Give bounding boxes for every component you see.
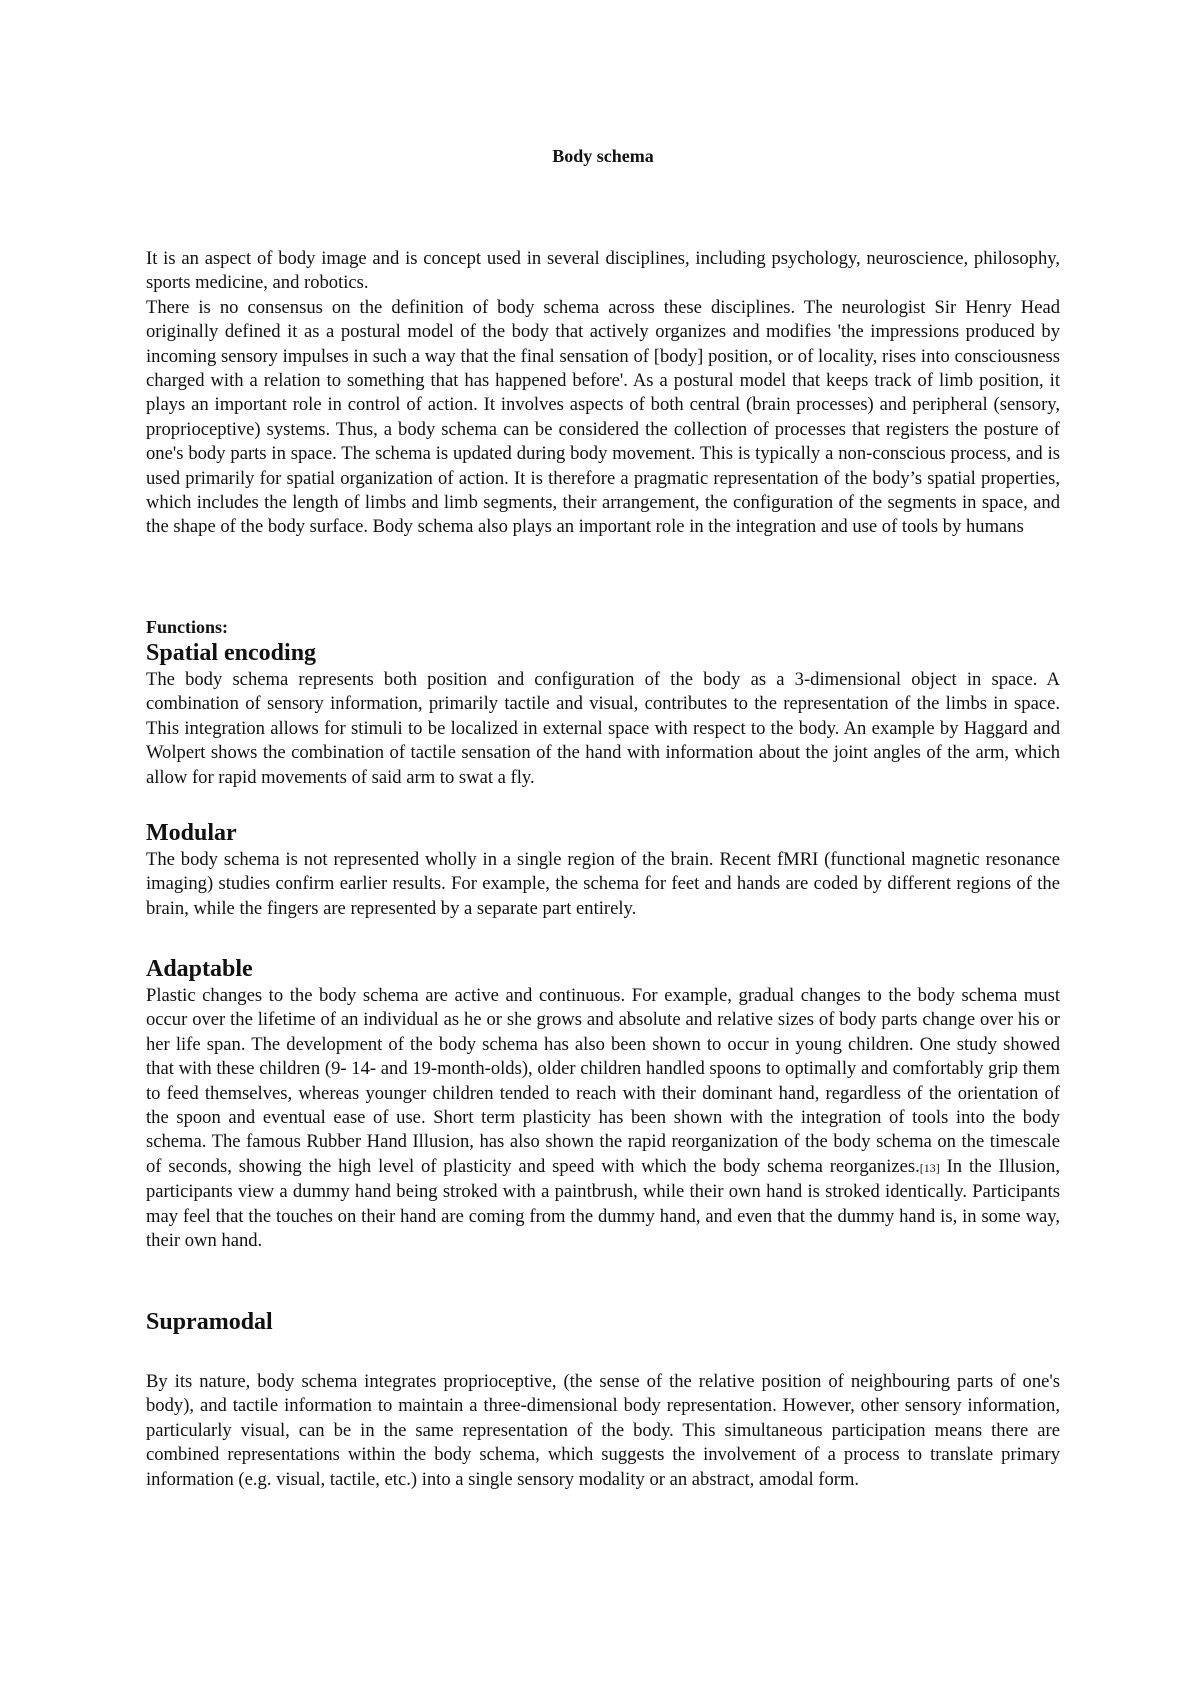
- intro-paragraph-1: It is an aspect of body image and is concept used in several disciplines, including psychology, neuroscience, philosophy, sports medicine, and robotics.: [146, 248, 1060, 294]
- adaptable-body-part-1: Plastic changes to the body schema are active and continuous. For example, gradual changes to the body schema must occur over the lifetime of an individual as he or she grows and absolute and relative sizes of body parts change over his or her life span. The development of the body schema has also been shown to occur in young children. One study showed that with these children (9- 14- and 19-month-olds), older children handled spoons to optimally and comfortably grip them to feed themselves, whereas younger children tended to reach with their dominant hand, regardless of the orientation of the spoon and eventual ease of use. Short term plasticity has been shown with the integration of tools into the body schema. The famous Rubber Hand Illusion, has also shown the rapid reorganization of the body schema on the timescale of seconds, showing the high level of plasticity and speed with which the body schema reorganizes.: [146, 985, 1060, 1177]
- supramodal-heading: Supramodal: [146, 1309, 273, 1335]
- adaptable-heading: Adaptable: [146, 956, 253, 982]
- modular-section: [146, 818, 1060, 921]
- spatial-encoding-heading: Spatial encoding: [146, 640, 317, 666]
- intro-section: [146, 247, 1060, 540]
- reference-marker[interactable]: [13]: [919, 1160, 940, 1175]
- adaptable-body: [146, 984, 1060, 1253]
- supramodal-section: [146, 1307, 1060, 1337]
- spatial-encoding-body: The body schema represents both position and configuration of the body as a 3-dimensional object in space. A combination of sensory information, primarily tactile and visual, contributes to the representation of the limbs in space. This integration allows for stimuli to be localized in external space with respect to the body. An example by Haggard and Wolpert shows the combination of tactile sensation of the hand with information about the joint angles of the arm, which allow for rapid movements of said arm to swat a fly.: [146, 669, 1060, 788]
- supramodal-body-block: [146, 1370, 1060, 1492]
- spatial-encoding-section: [146, 638, 1060, 790]
- adaptable-body-part-2: In the Illusion, participants view a dummy hand being stroked with a paintbrush, while their own hand is stroked identically. Participants may feel that the touches on their hand are coming from the dummy hand, and even that the dummy hand is, in some way, their own hand.: [146, 1155, 1060, 1252]
- modular-heading: Modular: [146, 820, 237, 846]
- modular-body: The body schema is not represented wholly in a single region of the brain. Recent fMRI (functional magnetic resonance imaging) studies confirm earlier results. For example, the schema for feet and hands are coded by different regions of the brain, while the fingers are represented by a separate part entirely.: [146, 849, 1060, 919]
- functions-label: Functions:: [146, 617, 229, 637]
- intro-paragraph-2: There is no consensus on the definition of body schema across these disciplines. The neurologist Sir Henry Head originally defined it as a postural model of the body that actively organizes and modifies 'the impressions produced by incoming sensory impulses in such a way that the final sensation of [body] position, or of locality, rises into consciousness charged with a relation to something that has happened before'. As a postural model that keeps track of limb position, it plays an important role in control of action. It involves aspects of both central (brain processes) and peripheral (sensory, proprioceptive) systems. Thus, a body schema can be considered the collection of processes that registers the posture of one's body parts in space. The schema is updated during body movement. This is typically a non-conscious process, and is used primarily for spatial organization of action. It is therefore a pragmatic representation of the body’s spatial properties, which includes the length of limbs and limb segments, their arrangement, the configuration of the segments in space, and the shape of the body surface. Body schema also plays an important role in the integration and use of tools by humans: [146, 296, 1060, 538]
- functions-section: [146, 615, 1060, 639]
- adaptable-section: [146, 954, 1060, 1253]
- supramodal-body: By its nature, body schema integrates proprioceptive, (the sense of the relative position of neighbouring parts of one's body), and tactile information to maintain a three-dimensional body representation. However, other sensory information, particularly visual, can be in the same representation of the body. This simultaneous participation means there are combined representations within the body schema, which suggests the involvement of a process to translate primary information (e.g. visual, tactile, etc.) into a single sensory modality or an abstract, amodal form.: [146, 1371, 1060, 1490]
- document-title: Body schema: [552, 146, 654, 166]
